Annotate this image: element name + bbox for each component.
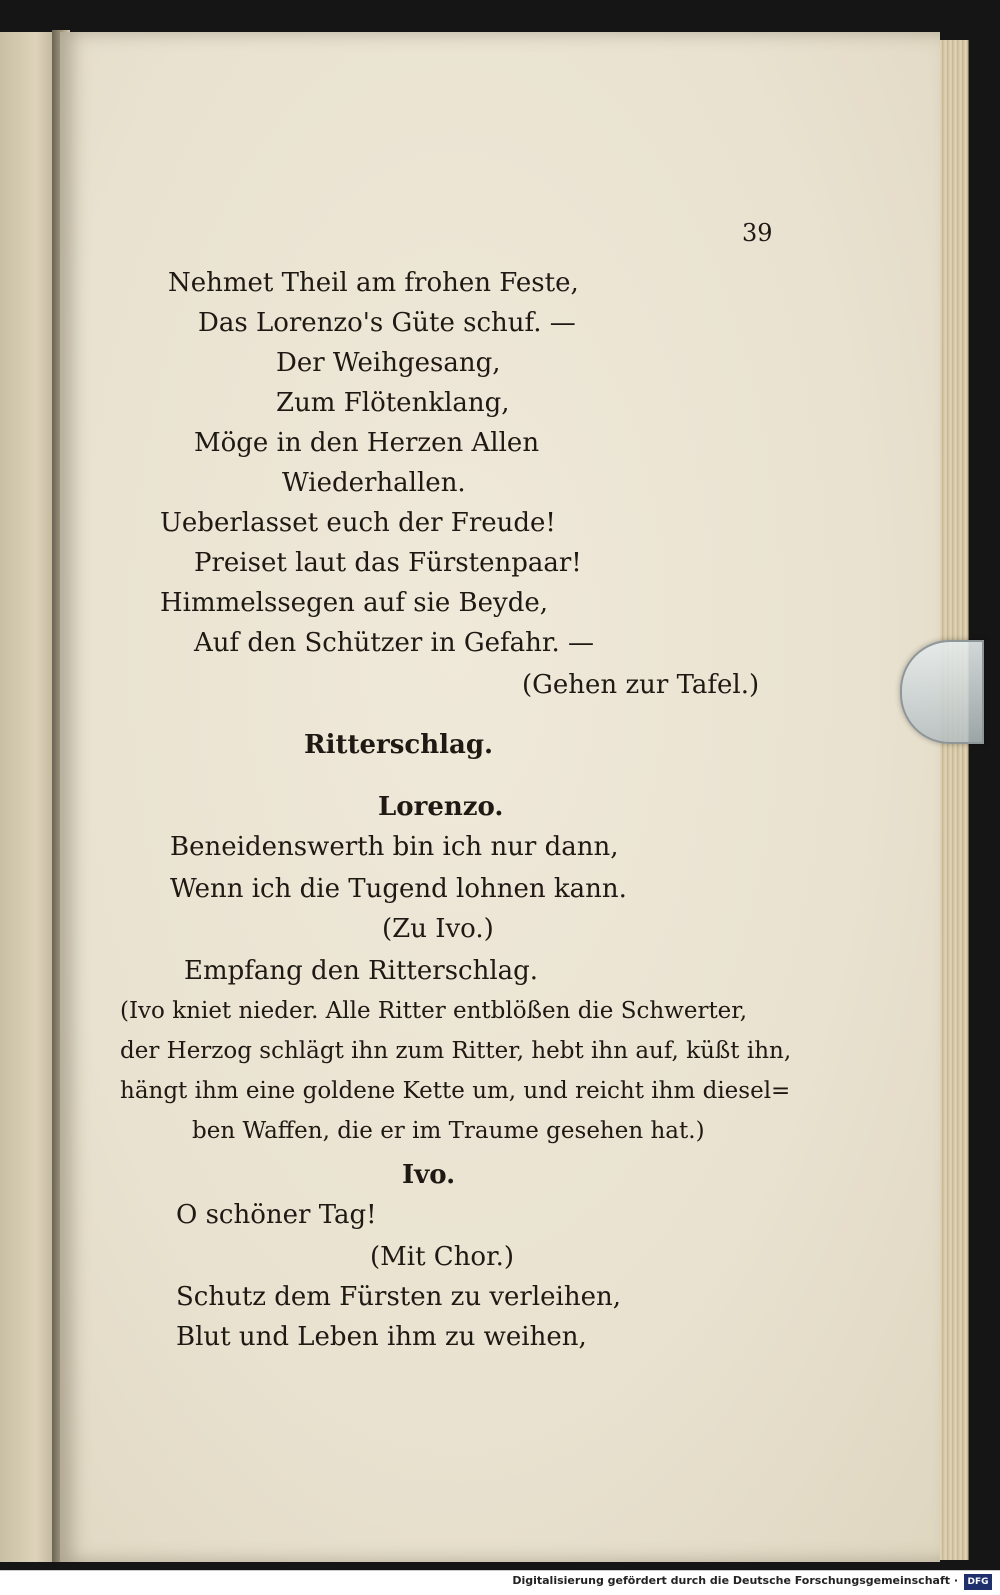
text-line: Nehmet Theil am frohen Feste, <box>168 268 579 298</box>
speaker-name: Ivo. <box>402 1160 456 1190</box>
text-line: Möge in den Herzen Allen <box>194 428 540 458</box>
book-page <box>60 32 940 1562</box>
text-line: Preiset laut das Fürstenpaar! <box>194 548 582 578</box>
text-line: Der Weihgesang, <box>276 348 501 378</box>
footer-credit: Digitalisierung gefördert durch die Deutsche Forschungsgemeinschaft · <box>512 1574 958 1587</box>
text-line: O schöner Tag! <box>176 1200 377 1230</box>
text-line: Zum Flötenklang, <box>276 388 510 418</box>
text-line: Beneidenswerth bin ich nur dann, <box>170 832 619 862</box>
stage-direction: (Ivo kniet nieder. Alle Ritter entblößen die Schwerter, <box>120 998 748 1024</box>
text-line: Schutz dem Fürsten zu verleihen, <box>176 1282 621 1312</box>
stage-direction: (Zu Ivo.) <box>382 914 494 944</box>
text-line: Auf den Schützer in Gefahr. — <box>194 628 594 658</box>
stage-direction: ben Waffen, die er im Traume gesehen hat.) <box>192 1118 705 1144</box>
speaker-name: Lorenzo. <box>378 792 504 822</box>
text-line: Wiederhallen. <box>282 468 466 498</box>
footer-bar <box>0 1570 1000 1595</box>
text-line: Ueberlasset euch der Freude! <box>160 508 556 538</box>
text-line: Blut und Leben ihm zu weihen, <box>176 1322 587 1352</box>
stage-direction: (Gehen zur Tafel.) <box>522 670 760 700</box>
section-heading: Ritterschlag. <box>304 730 494 760</box>
text-line: Das Lorenzo's Güte schuf. — <box>198 308 576 338</box>
text-line: Empfang den Ritterschlag. <box>184 956 539 986</box>
stage-direction: (Mit Chor.) <box>370 1242 515 1272</box>
text-line: Himmelssegen auf sie Beyde, <box>160 588 549 618</box>
stage-direction: der Herzog schlägt ihn zum Ritter, hebt ihn auf, küßt ihn, <box>120 1038 792 1064</box>
stage-direction: hängt ihm eine goldene Kette um, und reicht ihm diesel= <box>120 1078 791 1104</box>
dfg-logo-icon: DFG <box>964 1574 992 1590</box>
page-number: 39 <box>742 219 773 247</box>
text-line: Wenn ich die Tugend lohnen kann. <box>170 874 627 904</box>
